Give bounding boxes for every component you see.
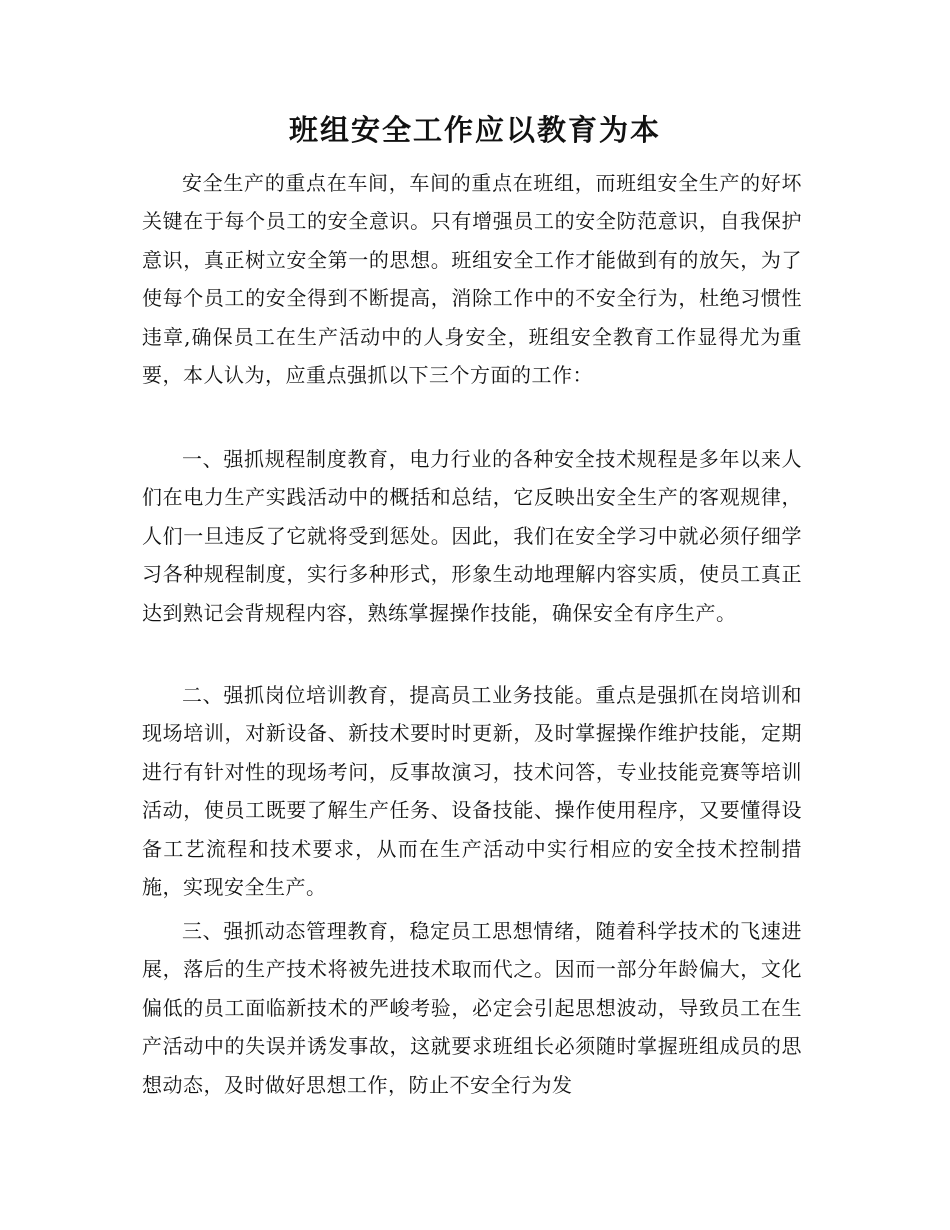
paragraph-intro: 安全生产的重点在车间，车间的重点在班组，而班组安全生产的好坏关键在于每个员工的安全意识。只有增强员工的安全防范意识，自我保护意识，真正树立安全第一的思想。班组安全工作才能做到有的放矢，为了使每个员工的安全得到不断提高，消除工作中的不安全行为，杜绝习惯性违章,确保员工在生产活动中的人身安全，班组安全教育工作显得尤为重要，本人认为，应重点强抓以下三个方面的工作： (142, 171, 802, 388)
paragraph-job-training: 二、强抓岗位培训教育，提高员工业务技能。重点是强抓在岗培训和现场培训，对新设备、新技术要时时更新，及时掌握操作维护技能，定期进行有针对性的现场考问，反事故演习，技术问答，专业技能竞赛等培训活动，使员工既要了解生产任务、设备技能、操作使用程序，又要懂得设备工艺流程和技术要求，从而在生产活动中实行相应的安全技术控制措施，实现安全生产。 (142, 683, 802, 900)
paragraph-rules-education: 一、强抓规程制度教育，电力行业的各种安全技术规程是多年以来人们在电力生产实践活动中的概括和总结，它反映出安全生产的客观规律，人们一旦违反了它就将受到惩处。因此，我们在安全学习中就必须仔细学习各种规程制度，实行多种形式，形象生动地理解内容实质，使员工真正达到熟记会背规程内容，熟练掌握操作技能，确保安全有序生产。 (142, 447, 802, 625)
paragraph-dynamic-management: 三、强抓动态管理教育，稳定员工思想情绪，随着科学技术的飞速进展，落后的生产技术将被先进技术取而代之。因而一部分年龄偏大，文化偏低的员工面临新技术的严峻考验，必定会引起思想波动，导致员工在生产活动中的失误并诱发事故，这就要求班组长必须随时掌握班组成员的思想动态，及时做好思想工作，防止不安全行为发 (142, 919, 802, 1097)
document-title: 班组安全工作应以教育为本 (288, 113, 661, 147)
